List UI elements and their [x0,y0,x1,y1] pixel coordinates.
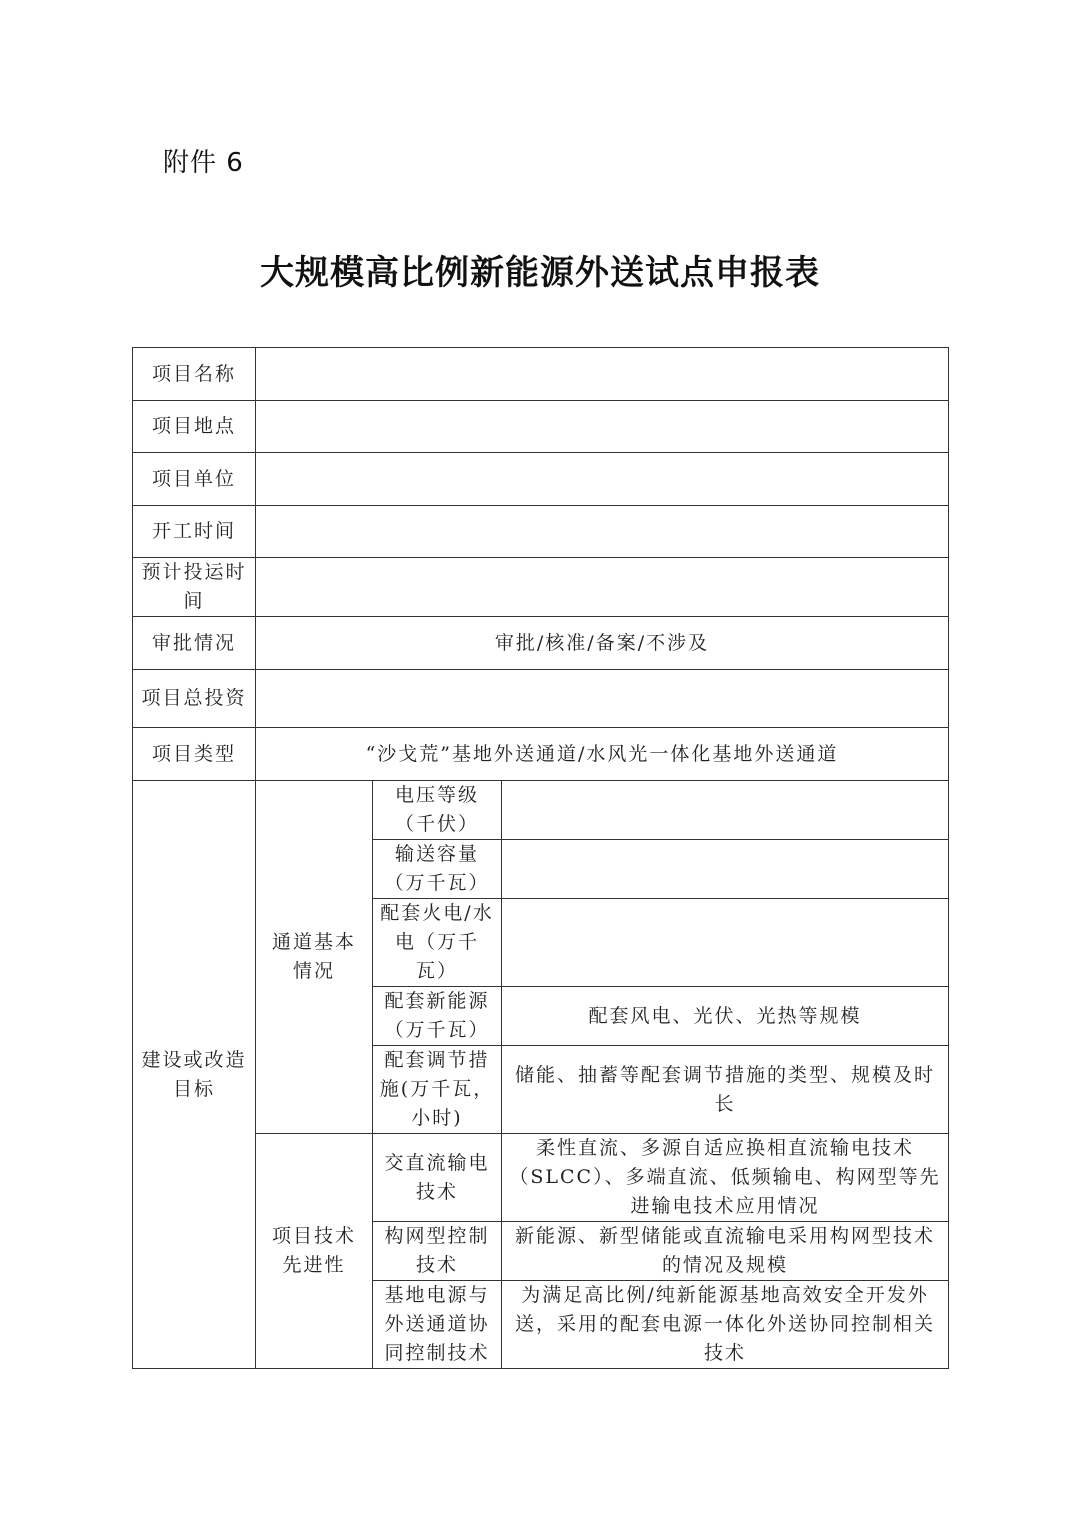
row-project-type [133,728,949,781]
field-supporting-new-energy[interactable]: 配套风电、光伏、光热等规模 [502,987,949,1046]
row-approval-status [133,617,949,670]
field-approval-status[interactable]: 审批/核准/备案/不涉及 [256,617,949,670]
row-voltage-level [133,781,949,840]
form-title: 大规模高比例新能源外送试点申报表 [260,253,820,293]
label-project-unit: 项目单位 [133,453,256,506]
label-regulation-measures: 配套调节措施(万千瓦，小时) [373,1046,502,1134]
label-construction-goal: 建设或改造目标 [133,781,256,1369]
field-expected-operation[interactable] [256,558,949,617]
row-expected-operation [133,558,949,617]
label-supporting-new-energy: 配套新能源（万千瓦） [373,987,502,1046]
row-project-unit [133,453,949,506]
label-expected-operation: 预计投运时间 [133,558,256,617]
label-coordinated-control: 基地电源与外送通道协同控制技术 [373,1281,502,1369]
field-transmission-capacity[interactable] [502,840,949,899]
label-tech-advancement: 项目技术先进性 [256,1134,373,1369]
field-coordinated-control[interactable]: 为满足高比例/纯新能源基地高效安全开发外送，采用的配套电源一体化外送协同控制相关技术 [502,1281,949,1369]
field-regulation-measures[interactable]: 储能、抽蓄等配套调节措施的类型、规模及时长 [502,1046,949,1134]
label-voltage-level: 电压等级（千伏） [373,781,502,840]
attachment-label: 附件 6 [163,148,244,178]
label-project-type: 项目类型 [133,728,256,781]
row-total-investment [133,670,949,728]
label-channel-basics: 通道基本情况 [256,781,373,1134]
application-form-table [132,347,949,1369]
row-project-location [133,401,949,453]
field-project-unit[interactable] [256,453,949,506]
label-transmission-capacity: 输送容量（万千瓦） [373,840,502,899]
label-approval-status: 审批情况 [133,617,256,670]
label-ac-dc-transmission: 交直流输电技术 [373,1134,502,1222]
field-supporting-thermal-hydro[interactable] [502,899,949,987]
row-ac-dc-transmission [133,1134,949,1222]
field-project-location[interactable] [256,401,949,453]
field-ac-dc-transmission[interactable]: 柔性直流、多源自适应换相直流输电技术（SLCC）、多端直流、低频输电、构网型等先进输电技术应用情况 [502,1134,949,1222]
row-project-name [133,348,949,401]
label-total-investment: 项目总投资 [133,670,256,728]
field-voltage-level[interactable] [502,781,949,840]
field-grid-forming-control[interactable]: 新能源、新型储能或直流输电采用构网型技术的情况及规模 [502,1222,949,1281]
field-total-investment[interactable] [256,670,949,728]
label-grid-forming-control: 构网型控制技术 [373,1222,502,1281]
field-project-name[interactable] [256,348,949,401]
label-supporting-thermal-hydro: 配套火电/水电（万千瓦） [373,899,502,987]
field-start-time[interactable] [256,506,949,558]
label-start-time: 开工时间 [133,506,256,558]
label-project-name: 项目名称 [133,348,256,401]
label-project-location: 项目地点 [133,401,256,453]
field-project-type[interactable]: “沙戈荒”基地外送通道/水风光一体化基地外送通道 [256,728,949,781]
row-start-time [133,506,949,558]
